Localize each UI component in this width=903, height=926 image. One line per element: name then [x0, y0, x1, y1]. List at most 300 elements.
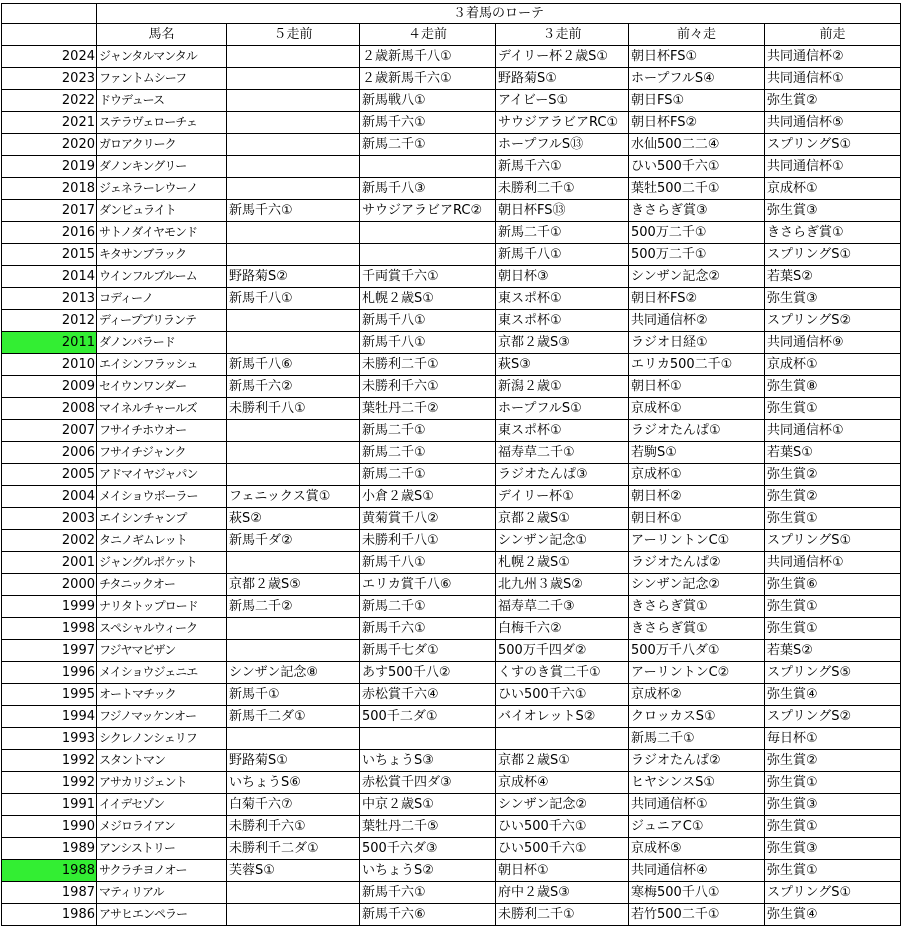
year-cell: 1993 — [2, 728, 97, 750]
race-3-cell: 京都２歳S① — [496, 508, 629, 530]
table-row — [2, 288, 901, 310]
race-2-cell: シンザン記念② — [629, 574, 765, 596]
horse-name-cell: ウインフルブルーム — [97, 266, 227, 288]
race-5-cell — [227, 156, 360, 178]
race-4-cell: 新馬二千① — [360, 464, 496, 486]
year-cell: 2021 — [2, 112, 97, 134]
table-row — [2, 178, 901, 200]
race-1-cell: スプリングS⑤ — [765, 662, 901, 684]
header-row — [2, 24, 901, 46]
race-1-cell: スプリングS① — [765, 134, 901, 156]
table-row — [2, 398, 901, 420]
race-2-cell: 朝日杯② — [629, 486, 765, 508]
header-horse: 馬名 — [97, 24, 227, 46]
race-4-cell: サウジアラビアRC② — [360, 200, 496, 222]
race-1-cell: 弥生賞① — [765, 860, 901, 882]
race-4-cell: 新馬千六① — [360, 618, 496, 640]
year-cell: 2011 — [2, 332, 97, 354]
race-3-cell: 府中２歳S③ — [496, 882, 629, 904]
race-2-cell: 朝日杯FS② — [629, 288, 765, 310]
race-4-cell — [360, 156, 496, 178]
race-1-cell: 弥生賞⑧ — [765, 376, 901, 398]
race-4-cell: 新馬千六① — [360, 112, 496, 134]
header-year — [2, 24, 97, 46]
table-row — [2, 816, 901, 838]
race-4-cell: 新馬二千① — [360, 442, 496, 464]
year-cell: 2003 — [2, 508, 97, 530]
year-cell: 1989 — [2, 838, 97, 860]
horse-name-cell: サトノダイヤモンド — [97, 222, 227, 244]
table-row — [2, 112, 901, 134]
table-row — [2, 904, 901, 926]
race-5-cell: 新馬千二ダ① — [227, 706, 360, 728]
race-4-cell: あす500千八② — [360, 662, 496, 684]
horse-name-cell: チタニックオー — [97, 574, 227, 596]
race-4-cell: 小倉２歳S① — [360, 486, 496, 508]
year-cell: 2019 — [2, 156, 97, 178]
race-3-cell: ホープフルS⑬ — [496, 134, 629, 156]
horse-name-cell: アサヒエンペラー — [97, 904, 227, 926]
table-row — [2, 200, 901, 222]
race-4-cell: 新馬千八③ — [360, 178, 496, 200]
race-5-cell — [227, 464, 360, 486]
table-row — [2, 750, 901, 772]
horse-name-cell: メジロライアン — [97, 816, 227, 838]
year-cell: 2017 — [2, 200, 97, 222]
year-cell: 2022 — [2, 90, 97, 112]
title-blank-cell — [2, 4, 97, 24]
horse-name-cell: イイデセゾン — [97, 794, 227, 816]
race-5-cell: 未勝利千二ダ① — [227, 838, 360, 860]
race-1-cell: 弥生賞⑥ — [765, 574, 901, 596]
year-cell: 2008 — [2, 398, 97, 420]
horse-name-cell: ダノンキングリー — [97, 156, 227, 178]
race-1-cell: スプリングS① — [765, 244, 901, 266]
race-1-cell: 弥生賞③ — [765, 794, 901, 816]
race-5-cell: 白菊千六⑦ — [227, 794, 360, 816]
race-2-cell: 500万千八ダ① — [629, 640, 765, 662]
table-row — [2, 266, 901, 288]
horse-name-cell: ディープブリランテ — [97, 310, 227, 332]
race-3-cell: デイリー杯① — [496, 486, 629, 508]
race-4-cell: 赤松賞千六④ — [360, 684, 496, 706]
race-4-cell — [360, 222, 496, 244]
race-3-cell: デイリー杯２歳S① — [496, 46, 629, 68]
year-cell: 1996 — [2, 662, 97, 684]
header-race-5: ５走前 — [227, 24, 360, 46]
race-1-cell: スプリングS② — [765, 310, 901, 332]
race-5-cell — [227, 442, 360, 464]
race-4-cell: 新馬千八① — [360, 310, 496, 332]
race-3-cell: 新馬二千① — [496, 222, 629, 244]
year-cell: 2024 — [2, 46, 97, 68]
table-row — [2, 310, 901, 332]
race-2-cell: ホープフルS④ — [629, 68, 765, 90]
header-race-2: 前々走 — [629, 24, 765, 46]
year-cell: 2006 — [2, 442, 97, 464]
race-5-cell — [227, 244, 360, 266]
year-cell: 2012 — [2, 310, 97, 332]
year-cell: 2020 — [2, 134, 97, 156]
race-5-cell: 萩S② — [227, 508, 360, 530]
race-5-cell: 新馬千① — [227, 684, 360, 706]
race-2-cell: アーリントンC① — [629, 530, 765, 552]
horse-name-cell: キタサンブラック — [97, 244, 227, 266]
year-cell: 1998 — [2, 618, 97, 640]
race-2-cell: 葉牡500二千① — [629, 178, 765, 200]
table-row — [2, 882, 901, 904]
race-1-cell: 京成杯① — [765, 178, 901, 200]
race-2-cell: 共同通信杯② — [629, 310, 765, 332]
race-3-cell: 北九州３歳S② — [496, 574, 629, 596]
race-3-cell: シンザン記念① — [496, 530, 629, 552]
race-3-cell: ひい500千六① — [496, 838, 629, 860]
race-4-cell: いちょうS② — [360, 860, 496, 882]
year-cell: 2014 — [2, 266, 97, 288]
race-1-cell: 共同通信杯① — [765, 68, 901, 90]
year-cell: 2015 — [2, 244, 97, 266]
race-5-cell — [227, 90, 360, 112]
race-1-cell: 共同通信杯① — [765, 552, 901, 574]
race-3-cell: 札幌２歳S① — [496, 552, 629, 574]
race-3-cell — [496, 728, 629, 750]
race-4-cell: エリカ賞千八⑥ — [360, 574, 496, 596]
race-5-cell — [227, 552, 360, 574]
race-2-cell: 京成杯① — [629, 398, 765, 420]
race-5-cell — [227, 618, 360, 640]
horse-name-cell: ステラヴェローチェ — [97, 112, 227, 134]
table-row — [2, 860, 901, 882]
race-1-cell: 弥生賞④ — [765, 684, 901, 706]
race-2-cell: 朝日杯① — [629, 376, 765, 398]
year-cell: 2001 — [2, 552, 97, 574]
race-3-cell: 新馬千六① — [496, 156, 629, 178]
race-3-cell: 新馬千八① — [496, 244, 629, 266]
race-4-cell: 500千六ダ③ — [360, 838, 496, 860]
table-row — [2, 684, 901, 706]
race-4-cell: 千両賞千六① — [360, 266, 496, 288]
race-3-cell: ひい500千六① — [496, 816, 629, 838]
race-4-cell: 新馬千六⑥ — [360, 904, 496, 926]
race-2-cell: シンザン記念② — [629, 266, 765, 288]
year-cell: 2009 — [2, 376, 97, 398]
race-5-cell: 未勝利千六① — [227, 816, 360, 838]
table-row — [2, 222, 901, 244]
horse-name-cell: ダノンバラード — [97, 332, 227, 354]
race-3-cell: 京都２歳S③ — [496, 332, 629, 354]
race-2-cell: ラジオ日経① — [629, 332, 765, 354]
horse-name-cell: ファントムシーフ — [97, 68, 227, 90]
race-5-cell: 新馬二千② — [227, 596, 360, 618]
race-4-cell — [360, 728, 496, 750]
race-2-cell: 京成杯① — [629, 464, 765, 486]
table-row — [2, 486, 901, 508]
race-4-cell: 札幌２歳S① — [360, 288, 496, 310]
race-1-cell: 共同通信杯⑨ — [765, 332, 901, 354]
race-5-cell: いちょうS⑥ — [227, 772, 360, 794]
race-5-cell: 京都２歳S⑤ — [227, 574, 360, 596]
race-3-cell: 東スポ杯① — [496, 420, 629, 442]
race-4-cell: ２歳新馬千八① — [360, 46, 496, 68]
horse-name-cell: コディーノ — [97, 288, 227, 310]
race-3-cell: 萩S③ — [496, 354, 629, 376]
table-row — [2, 442, 901, 464]
year-cell: 1994 — [2, 706, 97, 728]
table-row — [2, 134, 901, 156]
table-row — [2, 618, 901, 640]
table-row — [2, 706, 901, 728]
race-3-cell: 福寿草二千① — [496, 442, 629, 464]
title-row — [2, 4, 901, 24]
race-3-cell: 朝日杯FS⑬ — [496, 200, 629, 222]
horse-name-cell: セイウンワンダー — [97, 376, 227, 398]
race-5-cell — [227, 332, 360, 354]
horse-name-cell: タニノギムレット — [97, 530, 227, 552]
race-2-cell: ひい500千六① — [629, 156, 765, 178]
race-2-cell: きさらぎ賞① — [629, 596, 765, 618]
race-5-cell: シンザン記念⑧ — [227, 662, 360, 684]
race-3-cell: 白梅千六② — [496, 618, 629, 640]
horse-name-cell: マイネルチャールズ — [97, 398, 227, 420]
race-3-cell: 野路菊S① — [496, 68, 629, 90]
race-4-cell: 新馬二千① — [360, 596, 496, 618]
horse-name-cell: ジャングルポケット — [97, 552, 227, 574]
race-1-cell: 毎日杯① — [765, 728, 901, 750]
race-1-cell: 共同通信杯① — [765, 420, 901, 442]
race-2-cell: 共同通信杯④ — [629, 860, 765, 882]
race-4-cell: 未勝利千六① — [360, 376, 496, 398]
race-4-cell: ２歳新馬千六① — [360, 68, 496, 90]
year-cell: 1995 — [2, 684, 97, 706]
race-2-cell: ヒヤシンスS① — [629, 772, 765, 794]
horse-name-cell: ナリタトップロード — [97, 596, 227, 618]
race-3-cell: くすのき賞二千① — [496, 662, 629, 684]
table-row — [2, 508, 901, 530]
year-cell: 2010 — [2, 354, 97, 376]
year-cell: 1991 — [2, 794, 97, 816]
race-4-cell: 新馬千七ダ① — [360, 640, 496, 662]
year-cell: 1992 — [2, 772, 97, 794]
race-2-cell: ラジオたんぱ① — [629, 420, 765, 442]
table-row — [2, 332, 901, 354]
table-row — [2, 728, 901, 750]
race-3-cell: 東スポ杯① — [496, 288, 629, 310]
race-5-cell — [227, 728, 360, 750]
year-cell: 1999 — [2, 596, 97, 618]
table-row — [2, 530, 901, 552]
race-5-cell: 野路菊S② — [227, 266, 360, 288]
table-row — [2, 838, 901, 860]
year-cell: 2005 — [2, 464, 97, 486]
table-row — [2, 574, 901, 596]
race-1-cell: 共同通信杯② — [765, 46, 901, 68]
horse-name-cell: スタントマン — [97, 750, 227, 772]
horse-name-cell: アサカリジェント — [97, 772, 227, 794]
race-5-cell: フェニックス賞① — [227, 486, 360, 508]
race-1-cell: 弥生賞① — [765, 508, 901, 530]
race-5-cell — [227, 420, 360, 442]
race-5-cell: 新馬千六② — [227, 376, 360, 398]
table-row — [2, 662, 901, 684]
race-1-cell: 弥生賞① — [765, 816, 901, 838]
race-2-cell: 京成杯② — [629, 684, 765, 706]
horse-name-cell: スペシャルウィーク — [97, 618, 227, 640]
race-2-cell: 朝日杯FS① — [629, 46, 765, 68]
race-2-cell: 朝日FS① — [629, 90, 765, 112]
year-cell: 1986 — [2, 904, 97, 926]
table-row — [2, 552, 901, 574]
race-3-cell: バイオレットS② — [496, 706, 629, 728]
race-1-cell: 弥生賞② — [765, 464, 901, 486]
year-cell: 2016 — [2, 222, 97, 244]
horse-name-cell: エイシンフラッシュ — [97, 354, 227, 376]
table-row — [2, 420, 901, 442]
race-1-cell: 共同通信杯① — [765, 156, 901, 178]
race-3-cell: アイビーS① — [496, 90, 629, 112]
race-2-cell: 京成杯⑤ — [629, 838, 765, 860]
race-4-cell: 赤松賞千四ダ③ — [360, 772, 496, 794]
race-2-cell: 若駒S① — [629, 442, 765, 464]
header-race-1: 前走 — [765, 24, 901, 46]
race-4-cell: 新馬二千① — [360, 134, 496, 156]
race-1-cell: 弥生賞② — [765, 90, 901, 112]
race-4-cell: 未勝利二千① — [360, 354, 496, 376]
race-1-cell: 弥生賞① — [765, 398, 901, 420]
race-2-cell: クロッカスS① — [629, 706, 765, 728]
race-2-cell: ジュニアC① — [629, 816, 765, 838]
year-cell: 2004 — [2, 486, 97, 508]
race-2-cell: アーリントンC② — [629, 662, 765, 684]
year-cell: 1992 — [2, 750, 97, 772]
race-5-cell: 未勝利千八① — [227, 398, 360, 420]
horse-name-cell: ジェネラーレウーノ — [97, 178, 227, 200]
race-3-cell: シンザン記念② — [496, 794, 629, 816]
horse-name-cell: ガロアクリーク — [97, 134, 227, 156]
horse-name-cell: フサイチジャンク — [97, 442, 227, 464]
race-5-cell — [227, 310, 360, 332]
race-3-cell: 未勝利二千① — [496, 178, 629, 200]
race-1-cell: 弥生賞① — [765, 596, 901, 618]
horse-name-cell: オートマチック — [97, 684, 227, 706]
table-row — [2, 156, 901, 178]
race-3-cell: 朝日杯① — [496, 860, 629, 882]
race-5-cell: 芙蓉S① — [227, 860, 360, 882]
race-3-cell: ホープフルS① — [496, 398, 629, 420]
header-race-3: ３走前 — [496, 24, 629, 46]
race-5-cell — [227, 178, 360, 200]
year-cell: 1988 — [2, 860, 97, 882]
horse-name-cell: サクラチヨノオー — [97, 860, 227, 882]
race-2-cell: 500万二千① — [629, 244, 765, 266]
race-4-cell: 新馬千八① — [360, 332, 496, 354]
race-3-cell: 福寿草二千③ — [496, 596, 629, 618]
race-4-cell: 葉牡丹二千⑤ — [360, 816, 496, 838]
table-row — [2, 90, 901, 112]
race-3-cell: 新潟２歳① — [496, 376, 629, 398]
race-5-cell — [227, 640, 360, 662]
year-cell: 2000 — [2, 574, 97, 596]
race-2-cell: きさらぎ賞① — [629, 618, 765, 640]
race-4-cell: 葉牡丹二千② — [360, 398, 496, 420]
race-1-cell: 弥生賞③ — [765, 838, 901, 860]
race-1-cell: 弥生賞④ — [765, 904, 901, 926]
horse-name-cell: アンシストリー — [97, 838, 227, 860]
year-cell: 2018 — [2, 178, 97, 200]
horse-name-cell: マティリアル — [97, 882, 227, 904]
horse-name-cell: フサイチホウオー — [97, 420, 227, 442]
table-title: ３着馬のローテ — [97, 4, 901, 24]
race-1-cell: きさらぎ賞① — [765, 222, 901, 244]
year-cell: 2013 — [2, 288, 97, 310]
horse-name-cell: フジヤマビザン — [97, 640, 227, 662]
race-3-cell: 500万千四ダ② — [496, 640, 629, 662]
table-row — [2, 46, 901, 68]
table-row — [2, 772, 901, 794]
table-row — [2, 596, 901, 618]
horse-name-cell: エイシンチャンプ — [97, 508, 227, 530]
race-5-cell — [227, 46, 360, 68]
race-2-cell: 共同通信杯① — [629, 794, 765, 816]
race-5-cell: 新馬千ダ② — [227, 530, 360, 552]
race-1-cell: 弥生賞① — [765, 772, 901, 794]
header-race-4: ４走前 — [360, 24, 496, 46]
race-1-cell: 若葉S① — [765, 442, 901, 464]
race-3-cell: 未勝利二千① — [496, 904, 629, 926]
race-1-cell: 弥生賞② — [765, 486, 901, 508]
race-1-cell: スプリングS① — [765, 530, 901, 552]
race-2-cell: 若竹500二千① — [629, 904, 765, 926]
race-5-cell — [227, 882, 360, 904]
race-3-cell: 京成杯④ — [496, 772, 629, 794]
race-4-cell: 未勝利千八① — [360, 530, 496, 552]
race-2-cell: 寒梅500千八① — [629, 882, 765, 904]
race-5-cell — [227, 222, 360, 244]
horse-name-cell: アドマイヤジャパン — [97, 464, 227, 486]
race-4-cell: 新馬戦八① — [360, 90, 496, 112]
race-2-cell: 朝日杯FS② — [629, 112, 765, 134]
race-3-cell: サウジアラビアRC① — [496, 112, 629, 134]
table-row — [2, 68, 901, 90]
race-4-cell: 新馬二千① — [360, 420, 496, 442]
race-2-cell: 新馬二千① — [629, 728, 765, 750]
race-2-cell: 500万二千① — [629, 222, 765, 244]
table-row — [2, 244, 901, 266]
year-cell: 2002 — [2, 530, 97, 552]
race-2-cell: きさらぎ賞③ — [629, 200, 765, 222]
horse-name-cell: ジャンタルマンタル — [97, 46, 227, 68]
horse-name-cell: ドウデュース — [97, 90, 227, 112]
year-cell: 2023 — [2, 68, 97, 90]
race-3-cell: ラジオたんぱ③ — [496, 464, 629, 486]
table-row — [2, 354, 901, 376]
race-1-cell: 若葉S② — [765, 640, 901, 662]
race-1-cell: 弥生賞① — [765, 618, 901, 640]
table-row — [2, 464, 901, 486]
horse-name-cell: フジノマッケンオー — [97, 706, 227, 728]
race-3-cell: 京都２歳S① — [496, 750, 629, 772]
race-4-cell — [360, 244, 496, 266]
race-1-cell: スプリングS② — [765, 706, 901, 728]
year-cell: 1987 — [2, 882, 97, 904]
race-3-cell: 東スポ杯① — [496, 310, 629, 332]
race-5-cell — [227, 68, 360, 90]
horse-name-cell: ダンビュライト — [97, 200, 227, 222]
race-2-cell: 水仙500二二④ — [629, 134, 765, 156]
rotation-table — [1, 3, 901, 926]
race-1-cell: 弥生賞③ — [765, 200, 901, 222]
horse-name-cell: メイショウボーラー — [97, 486, 227, 508]
race-1-cell: 共同通信杯⑤ — [765, 112, 901, 134]
